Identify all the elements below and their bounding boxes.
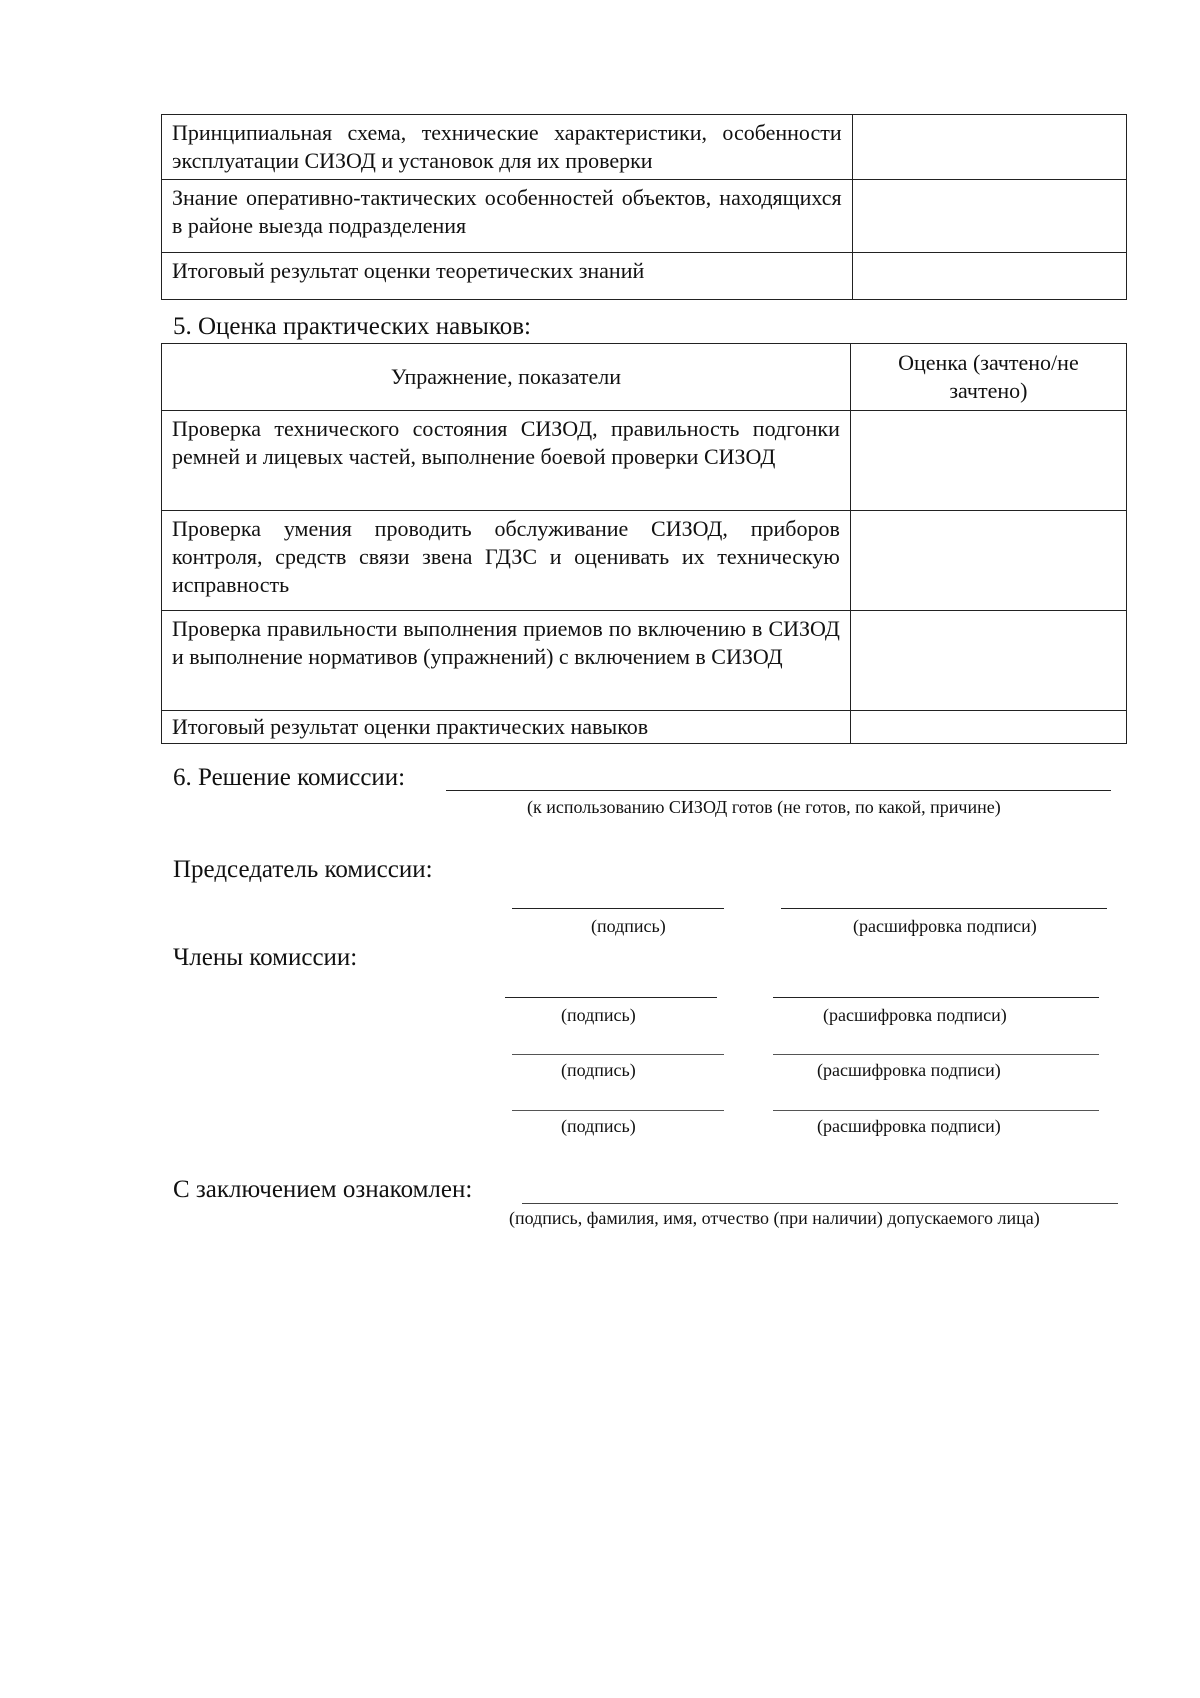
table-row — [162, 180, 1127, 253]
member-decoding-line[interactable] — [773, 997, 1099, 998]
decision-heading: 6. Решение комиссии: — [173, 764, 406, 791]
theory-grade-cell[interactable] — [852, 115, 1126, 180]
exercise-column-header: Упражнение, показатели — [162, 344, 851, 411]
practice-criterion-cell: Проверка умения проводить обслуживание СИЗОД, приборов контроля, средств связи звена ГДЗС и оценивать их техническую исправность — [162, 511, 851, 611]
member-signature-line[interactable] — [512, 1054, 724, 1055]
table-row — [162, 611, 1127, 711]
chairman-signature-line[interactable] — [512, 908, 724, 909]
practice-grade-cell[interactable] — [850, 411, 1126, 511]
theory-criterion-cell: Принципиальная схема, технические характеристики, особенности эксплуатации СИЗОД и установок для их проверки — [162, 115, 853, 180]
practice-total-grade-cell[interactable] — [850, 711, 1126, 744]
decoding-caption: (расшифровка подписи) — [817, 1060, 1001, 1080]
theory-criterion-cell: Знание оперативно-тактических особенностей объектов, находящихся в районе выезда подразделения — [162, 180, 853, 253]
theory-assessment-table — [161, 114, 1127, 300]
signature-caption: (подпись) — [561, 1005, 636, 1025]
member-decoding-line[interactable] — [773, 1110, 1099, 1111]
decoding-caption: (расшифровка подписи) — [853, 916, 1037, 936]
decoding-caption: (расшифровка подписи) — [817, 1116, 1001, 1136]
practice-section-heading: 5. Оценка практических навыков: — [173, 313, 531, 340]
signature-caption: (подпись) — [561, 1060, 636, 1080]
table-row — [162, 411, 1127, 511]
decoding-caption: (расшифровка подписи) — [823, 1005, 1007, 1025]
theory-total-cell: Итоговый результат оценки теоретических знаний — [162, 253, 853, 300]
signature-caption: (подпись) — [561, 1116, 636, 1136]
practice-assessment-table — [161, 343, 1127, 744]
table-header-row — [162, 344, 1127, 411]
grade-column-header: Оценка (зачтено/не зачтено) — [850, 344, 1126, 411]
decision-caption: (к использованию СИЗОД готов (не готов, по какой, причине) — [527, 797, 1001, 817]
theory-grade-cell[interactable] — [852, 180, 1126, 253]
acquaintance-label: С заключением ознакомлен: — [173, 1176, 473, 1203]
decision-input-line[interactable] — [446, 790, 1111, 791]
member-decoding-line[interactable] — [773, 1054, 1099, 1055]
practice-grade-cell[interactable] — [850, 511, 1126, 611]
table-row — [162, 253, 1127, 300]
table-row — [162, 711, 1127, 744]
acquaintance-signature-line[interactable] — [522, 1203, 1118, 1204]
chairman-decoding-line[interactable] — [781, 908, 1107, 909]
practice-criterion-cell: Проверка технического состояния СИЗОД, правильность подгонки ремней и лицевых частей, выполнение боевой проверки СИЗОД — [162, 411, 851, 511]
practice-total-cell: Итоговый результат оценки практических навыков — [162, 711, 851, 744]
theory-total-grade-cell[interactable] — [852, 253, 1126, 300]
member-signature-line[interactable] — [512, 1110, 724, 1111]
table-row — [162, 115, 1127, 180]
practice-criterion-cell: Проверка правильности выполнения приемов по включению в СИЗОД и выполнение нормативов (упражнений) с включением в СИЗОД — [162, 611, 851, 711]
member-signature-line[interactable] — [505, 997, 717, 998]
members-label: Члены комиссии: — [173, 944, 358, 971]
chairman-label: Председатель комиссии: — [173, 856, 433, 883]
practice-grade-cell[interactable] — [850, 611, 1126, 711]
table-row — [162, 511, 1127, 611]
signature-caption: (подпись) — [591, 916, 666, 936]
acquaintance-caption: (подпись, фамилия, имя, отчество (при наличии) допускаемого лица) — [509, 1208, 1040, 1228]
